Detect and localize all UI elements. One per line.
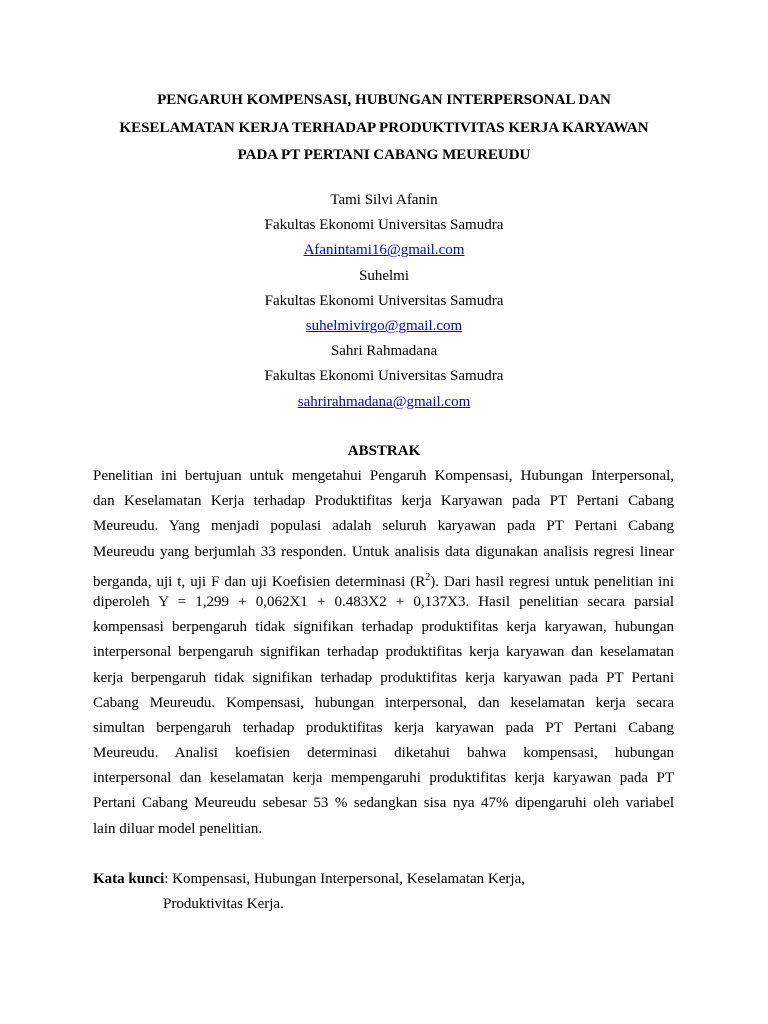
abstract-line: Meureudu yang berjumlah 33 responden. Untuk analisis data digunakan analisis regresi linear: [93, 543, 674, 560]
author-affiliation: Fakultas Ekonomi Universitas Samudra: [264, 217, 504, 234]
title-line: PADA PT PERTANI CABANG MEUREUDU: [237, 147, 531, 163]
keywords-text: : Kompensasi, Hubungan Interpersonal, Keselamatan Kerja,: [164, 871, 525, 887]
abstract-line: simultan berpengaruh terhadap produktifitas kerja karyawan pada PT Pertani Cabang: [93, 719, 674, 736]
abstract-line: kompensasi berpengaruh tidak signifikan terhadap produktifitas kerja karyawan, hubungan: [93, 619, 674, 636]
abstract-line: interpersonal berpengaruh signifikan terhadap produktifitas kerja karyawan dan keselamatan: [93, 644, 674, 661]
abstract-line: Meureudu. Yang menjadi populasi adalah seluruh karyawan pada PT Pertani Cabang: [93, 518, 674, 535]
abstract-line: diperoleh Y = 1,299 + 0,062X1 + 0.483X2 + 0,137X3. Hasil penelitian secara parsial: [93, 593, 674, 610]
title-line: KESELAMATAN KERJA TERHADAP PRODUKTIVITAS KERJA KARYAWAN: [119, 119, 649, 136]
abstract-line: Cabang Meureudu. Kompensasi, hubungan interpersonal, dan keselamatan kerja secara: [93, 694, 674, 711]
abstract-body: [93, 464, 674, 842]
abstract-text-segment: berganda, uji t, uji F dan uji Koefisien determinasi (R: [93, 573, 426, 590]
abstract-line: lain diluar model penelitian.: [93, 820, 263, 837]
abstract-text-segment: ). Dari hasil regresi untuk penelitian ini: [430, 573, 674, 590]
title-line: PENGARUH KOMPENSASI, HUBUNGAN INTERPERSONAL DAN: [157, 92, 611, 108]
keywords-line: [93, 867, 674, 892]
abstract-line: Penelitian ini bertujuan untuk mengetahui Pengaruh Kompensasi, Hubungan Interpersonal,: [93, 468, 674, 484]
abstract-line: Pertani Cabang Meureudu sebesar 53 % sedangkan sisa nya 47% dipengaruhi oleh variabel: [93, 795, 674, 812]
keywords-block: [93, 867, 674, 917]
paper-title: [60, 87, 708, 170]
abstract-heading: ABSTRAK: [347, 443, 421, 459]
abstract-line: interpersonal dan keselamatan kerja mempengaruhi produktifitas kerja karyawan pada PT: [93, 770, 674, 787]
author-name: Sahri Rahmadana: [330, 343, 438, 360]
abstract-line: dan Keselamatan Kerja terhadap Produktifitas kerja Karyawan pada PT Pertani Cabang: [93, 493, 674, 510]
superscript-two: 2: [425, 571, 431, 583]
author-name: Suhelmi: [358, 267, 409, 284]
author-email-link[interactable]: Afanintami16@gmail.com: [303, 242, 465, 259]
keywords-label: Kata kunci: [93, 871, 165, 887]
author-affiliation: Fakultas Ekonomi Universitas Samudra: [264, 368, 504, 385]
author-affiliation: Fakultas Ekonomi Universitas Samudra: [264, 292, 504, 309]
abstract-line: kerja berpengaruh tidak signifikan terhadap produktifitas kerja karyawan pada PT Pertani: [93, 669, 674, 686]
abstract-line: [93, 565, 674, 590]
author-email-link[interactable]: sahrirahmadana@gmail.com: [297, 393, 471, 410]
abstract-line: Meureudu. Analisi koefisien determinasi diketahui bahwa kompensasi, hubungan: [93, 745, 674, 762]
keywords-continuation: Produktivitas Kerja.: [163, 896, 284, 913]
author-block: [84, 188, 684, 415]
author-name: Tami Silvi Afanin: [330, 192, 438, 208]
author-email-link[interactable]: suhelmivirgo@gmail.com: [305, 318, 463, 335]
